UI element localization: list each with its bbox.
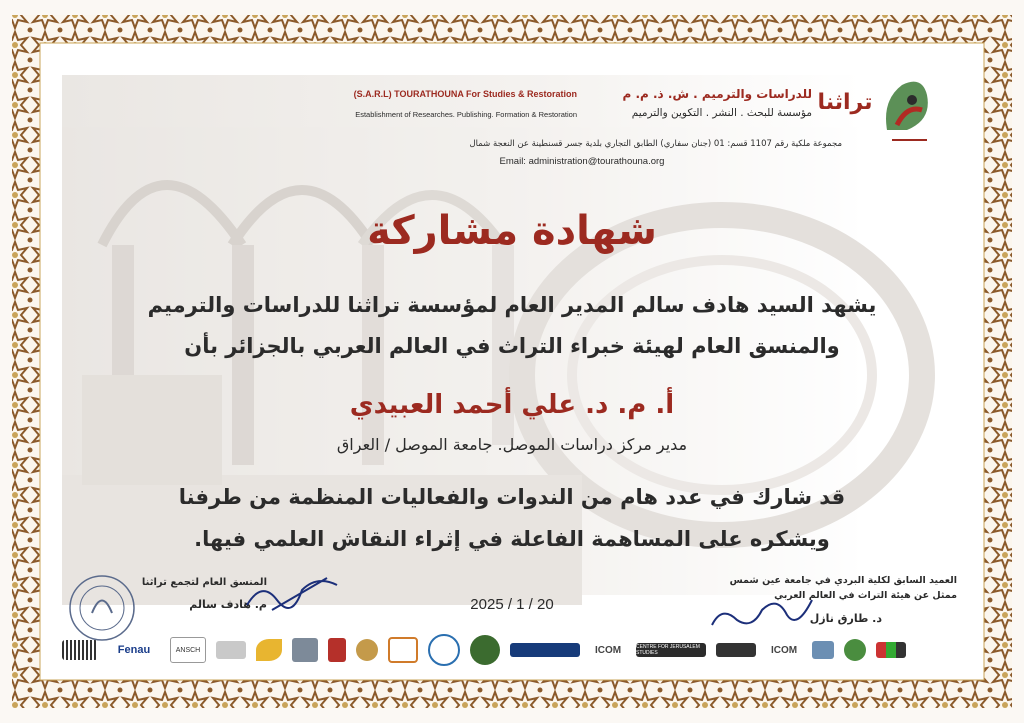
partner-logo-green-circle	[844, 639, 866, 661]
partner-logo-red-emblem	[328, 638, 346, 662]
certificate-line-1: يشهد السيد هادف سالم المدير العام لمؤسسة تراثنا للدراسات والترميم	[147, 293, 877, 317]
round-stamp-icon	[67, 573, 137, 643]
recipient-role: مدير مركز دراسات الموصل. جامعة الموصل / العراق	[336, 435, 688, 454]
left-seal	[67, 573, 137, 643]
right-signatory-title-2: ممثل عن هيئة التراث في العالم العربي	[774, 590, 957, 601]
partner-logo-icom-2: ICOM	[770, 644, 798, 656]
right-signatory-title-1: العميد السابق لكلية البردي في جامعة عين شمس	[729, 575, 957, 586]
partner-logo-round-blue	[428, 634, 460, 666]
partner-logo-feather	[256, 639, 282, 661]
left-signatory-title: المنسق العام لتجمع تراثنا	[141, 577, 267, 588]
right-signature	[707, 590, 817, 635]
org-email: Email: administration@tourathouna.org	[499, 156, 665, 167]
certificate-line-2: والمنسق العام لهيئة خبراء التراث في العالم العربي بالجزائر بأن	[184, 334, 840, 358]
org-address: مجموعة ملكية رقم 1107 قسم: 01 (جنان سفاري) الطابق التجاري بلدية جسر قسنطينة عن النعجة شمال	[469, 139, 842, 149]
certificate-body	[42, 45, 982, 678]
partner-logo-crest	[356, 639, 378, 661]
partner-logo-dark-bar	[716, 643, 756, 657]
partner-logo-fenau: Fenau	[117, 644, 151, 656]
partner-logo-orange-seal	[388, 637, 418, 663]
partner-logo-barcode	[62, 640, 98, 660]
certificate-body-line-2: ويشكره على المساهمة الفاعلة في إثراء النقاش العلمي فيها.	[194, 527, 830, 551]
issue-date: 2025 / 1 / 20	[470, 596, 554, 613]
partner-logos	[62, 635, 972, 665]
partner-logo-blue-emblem	[812, 641, 834, 659]
partner-logo-building	[292, 638, 318, 662]
left-signatory-name: م. هادف سالم	[189, 598, 267, 611]
partner-logo-jerusalem: CENTRE FOR JERUSALEM STUDIES	[636, 643, 706, 657]
org-english-subtitle: Establishment of Researches. Publishing. Formation & Restoration	[355, 110, 577, 119]
recipient-name: أ. م. د. علي أحمد العبيدي	[349, 390, 675, 420]
certificate-body-line-1: قد شارك في عدد هام من الندوات والفعاليات المنظمة من طرفنا	[178, 485, 846, 509]
right-signatory-name: د. طارق نازل	[809, 612, 882, 625]
org-arabic-subtitle: مؤسسة للبحث . النشر . التكوين والترميم	[631, 107, 812, 119]
org-arabic-title: للدراسات والترميم . ش. ذ. م. م	[622, 87, 812, 101]
partner-logo-ansch: ANSCH	[170, 637, 206, 663]
partner-logo-icom-1: ICOM	[594, 644, 622, 656]
logo-wordmark: تراثنا	[817, 90, 873, 115]
certificate-title: شهادة مشاركة	[367, 208, 657, 254]
calligraphy-logo-icon	[877, 70, 937, 145]
partner-logo-gray-map	[216, 641, 246, 659]
left-signature	[242, 570, 342, 615]
partner-logo-blue-banner	[510, 643, 580, 657]
tourathouna-logo	[877, 70, 937, 145]
partner-logo-colorful	[876, 642, 906, 658]
partner-logo-green-seal	[470, 635, 500, 665]
org-english-title: (S.A.R.L) TOURATHOUNA For Studies & Restoration	[353, 89, 577, 99]
